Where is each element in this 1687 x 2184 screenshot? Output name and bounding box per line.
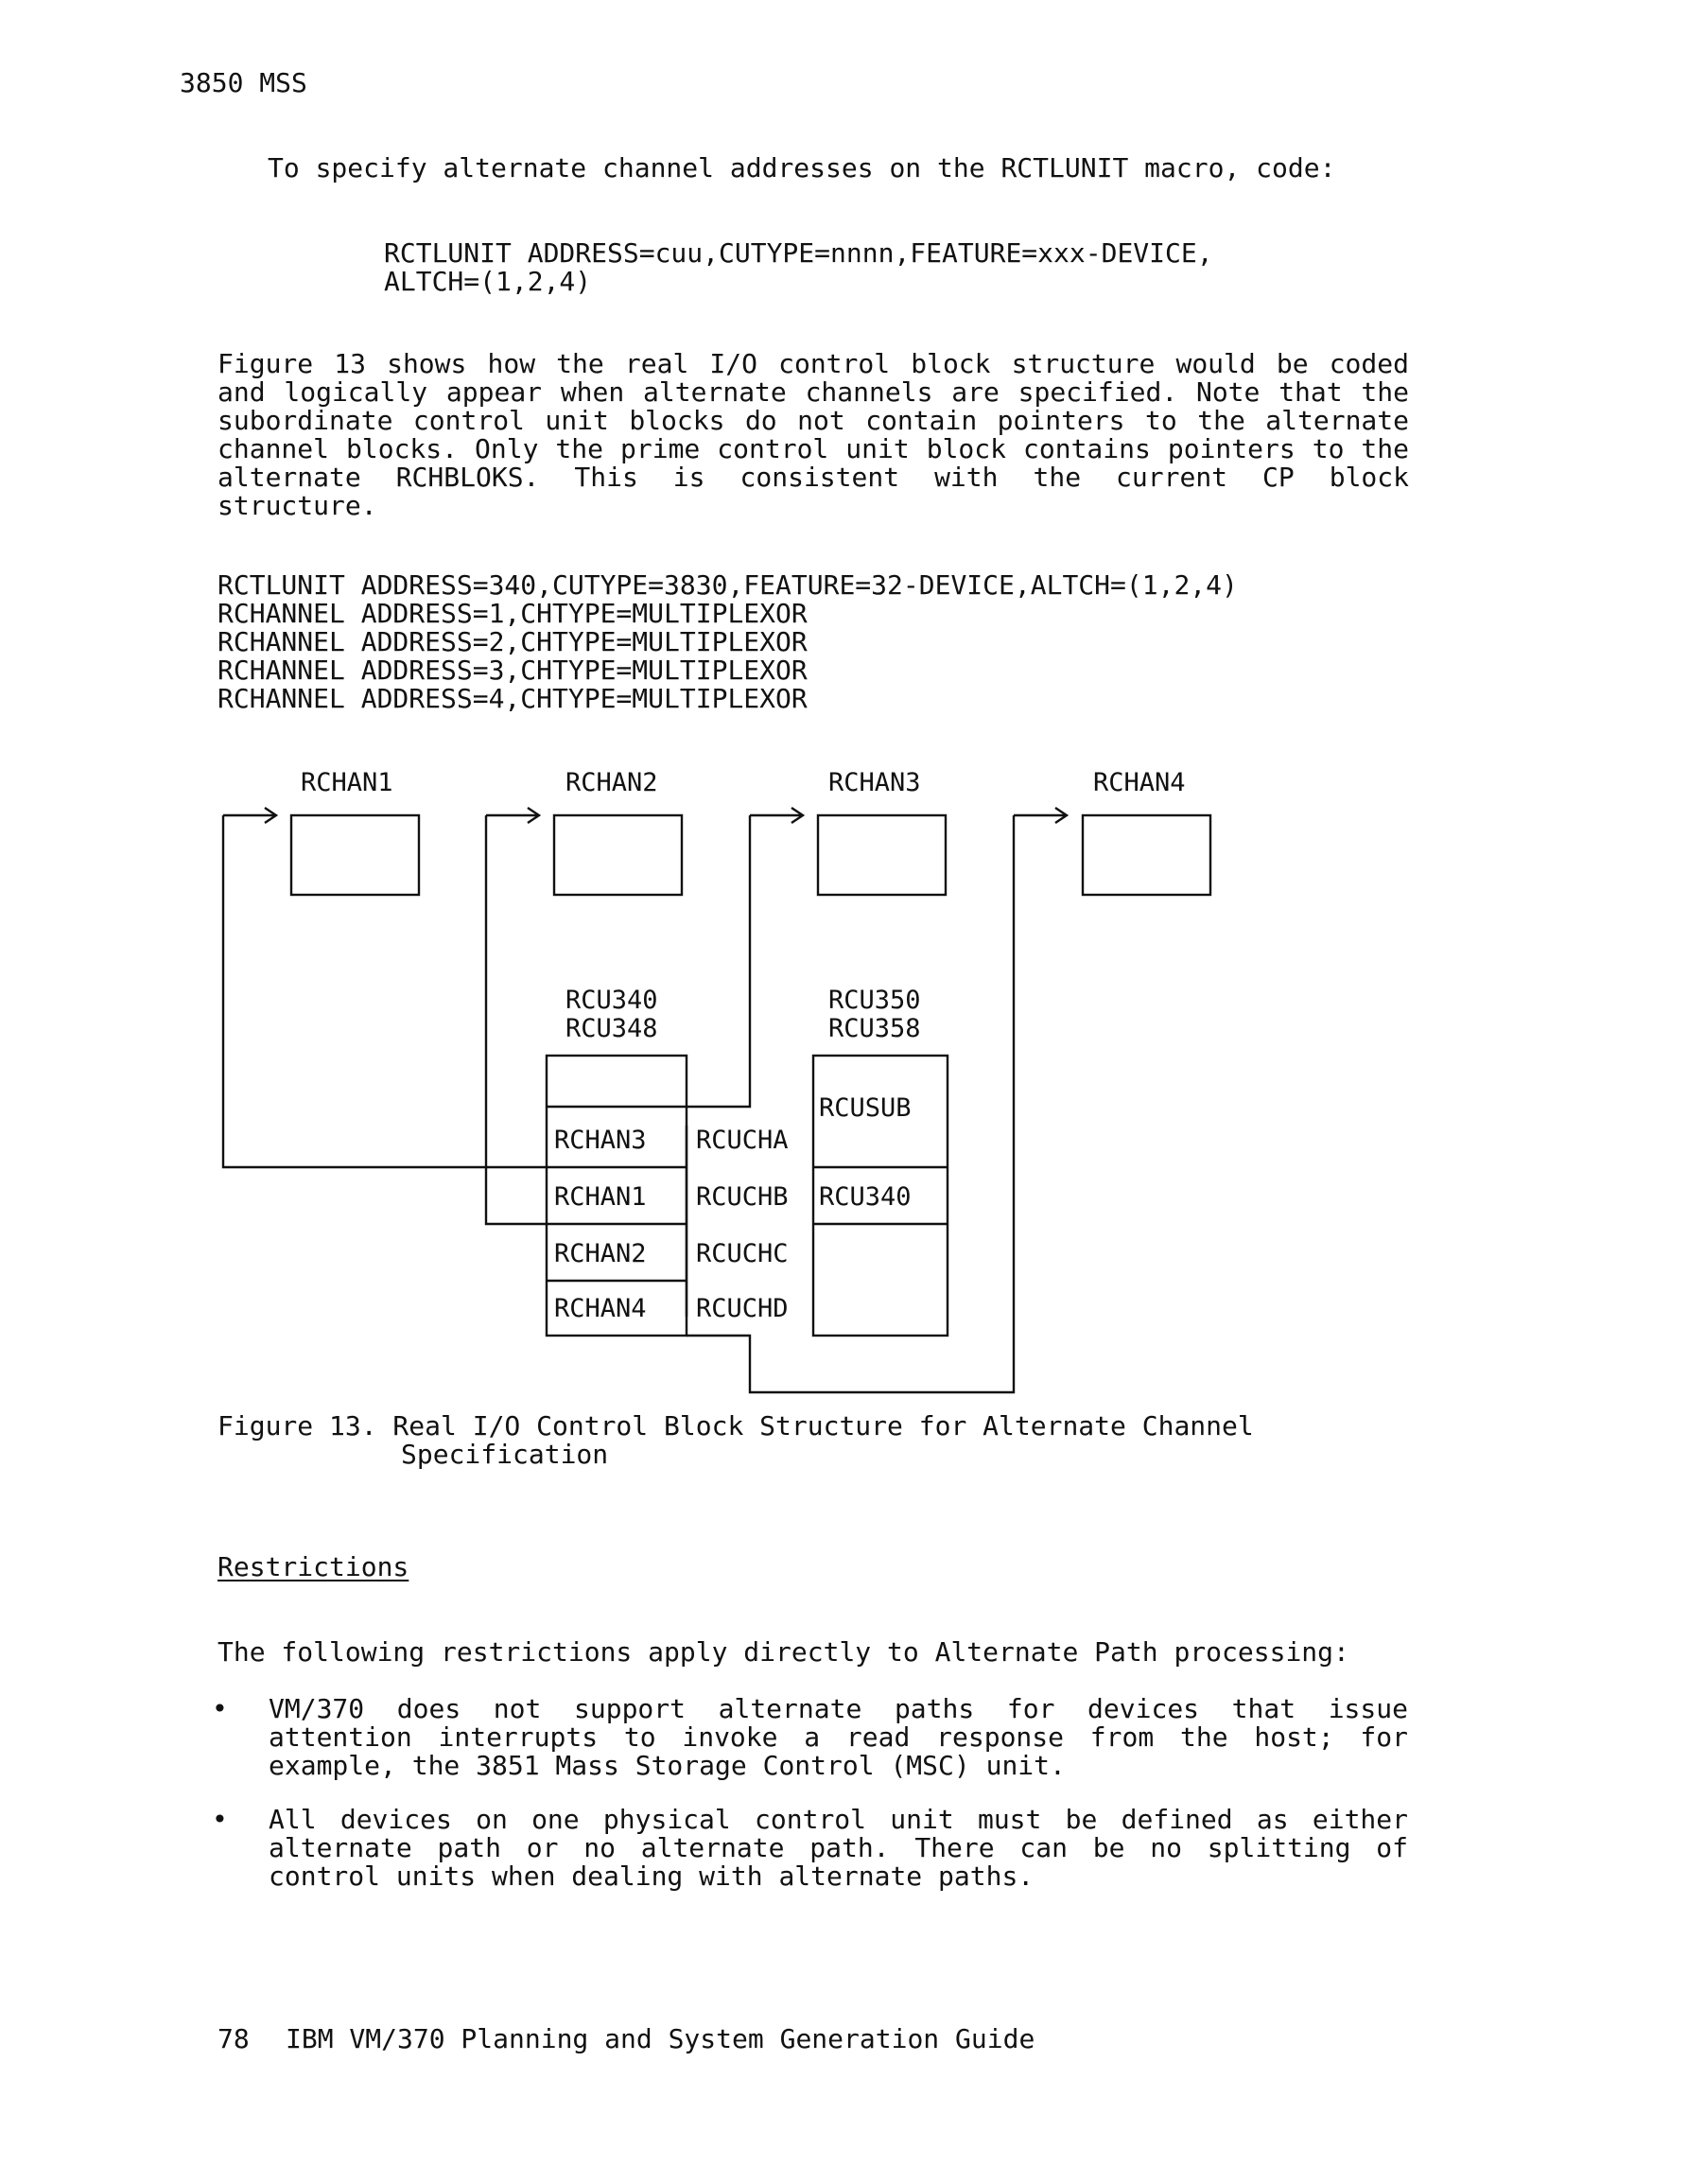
control-unit-label: RCU348 bbox=[565, 1014, 658, 1043]
control-unit-label: RCU358 bbox=[828, 1014, 921, 1043]
block-field: RCUCHD bbox=[696, 1294, 789, 1323]
arrow-icon bbox=[750, 808, 803, 823]
block-field: RCHAN1 bbox=[554, 1182, 647, 1212]
bullet-icon: • bbox=[212, 1804, 228, 1835]
code-line: RCHANNEL ADDRESS=1,CHTYPE=MULTIPLEXOR bbox=[217, 598, 808, 629]
block-field: RCUCHA bbox=[696, 1126, 789, 1155]
channel-box bbox=[1083, 815, 1210, 895]
figure-caption: Figure 13. Real I/O Control Block Structure for Alternate Channel bbox=[217, 1410, 1254, 1441]
block-field: RCHAN4 bbox=[554, 1294, 647, 1323]
arrow-icon bbox=[223, 808, 276, 823]
chain-line bbox=[223, 815, 547, 1167]
book-title: IBM VM/370 Planning and System Generation Guide bbox=[286, 2023, 1035, 2054]
body-paragraph: Figure 13 shows how the real I/O control block structure would be coded and logically appear when alternate channels are specified. Note that the subordinate control unit blocks do not contain pointers to the alternate channel blocks. Only the prime control unit block contains pointers to the alternate RCHBLOKS. This is consistent with the current CP block structure. bbox=[217, 348, 1409, 521]
control-unit-label: RCU350 bbox=[828, 986, 921, 1015]
code-line: RCHANNEL ADDRESS=2,CHTYPE=MULTIPLEXOR bbox=[217, 626, 808, 657]
figure-caption: Specification bbox=[401, 1439, 609, 1470]
block-field: RCHAN3 bbox=[554, 1126, 647, 1155]
arrow-icon bbox=[486, 808, 539, 823]
chain-line bbox=[486, 815, 547, 1224]
code-line: ALTCH=(1,2,4) bbox=[384, 266, 592, 297]
channel-label: RCHAN2 bbox=[565, 768, 658, 797]
bullet-icon: • bbox=[212, 1693, 228, 1724]
code-line: RCTLUNIT ADDRESS=cuu,CUTYPE=nnnn,FEATURE=xxx-DEVICE, bbox=[384, 237, 1213, 269]
block-field: RCUCHC bbox=[696, 1239, 789, 1268]
block-field: RCHAN2 bbox=[554, 1239, 647, 1268]
code-line: RCHANNEL ADDRESS=3,CHTYPE=MULTIPLEXOR bbox=[217, 655, 808, 686]
control-unit-label: RCU340 bbox=[565, 986, 658, 1015]
channel-label: RCHAN4 bbox=[1093, 768, 1186, 797]
channel-box bbox=[818, 815, 946, 895]
channel-box bbox=[291, 815, 419, 895]
section-heading: Restrictions bbox=[217, 1551, 409, 1582]
block-field: RCU340 bbox=[819, 1182, 912, 1212]
block-field: RCUCHB bbox=[696, 1182, 789, 1212]
code-line: RCTLUNIT ADDRESS=340,CUTYPE=3830,FEATURE=32-DEVICE,ALTCH=(1,2,4) bbox=[217, 569, 1238, 601]
intro-sentence: To specify alternate channel addresses on the RCTLUNIT macro, code: bbox=[268, 152, 1336, 183]
channel-box bbox=[554, 815, 682, 895]
channel-label: RCHAN3 bbox=[828, 768, 921, 797]
running-head: 3850 MSS bbox=[180, 67, 307, 98]
channel-label: RCHAN1 bbox=[301, 768, 393, 797]
code-line: RCHANNEL ADDRESS=4,CHTYPE=MULTIPLEXOR bbox=[217, 683, 808, 714]
page-number: 78 bbox=[217, 2023, 250, 2054]
list-item: VM/370 does not support alternate paths for devices that issue attention interrupts to invoke a read response from the host; for example, the 3851 Mass Storage Control (MSC) unit. bbox=[269, 1693, 1408, 1781]
block-field: RCUSUB bbox=[819, 1093, 912, 1123]
chain-line bbox=[687, 815, 750, 1107]
arrow-icon bbox=[1014, 808, 1067, 823]
list-item: All devices on one physical control unit must be defined as either alternate path or no alternate path. There can be no splitting of control units when dealing with alternate paths. bbox=[269, 1804, 1408, 1892]
restrictions-intro: The following restrictions apply directly to Alternate Path processing: bbox=[217, 1636, 1349, 1668]
